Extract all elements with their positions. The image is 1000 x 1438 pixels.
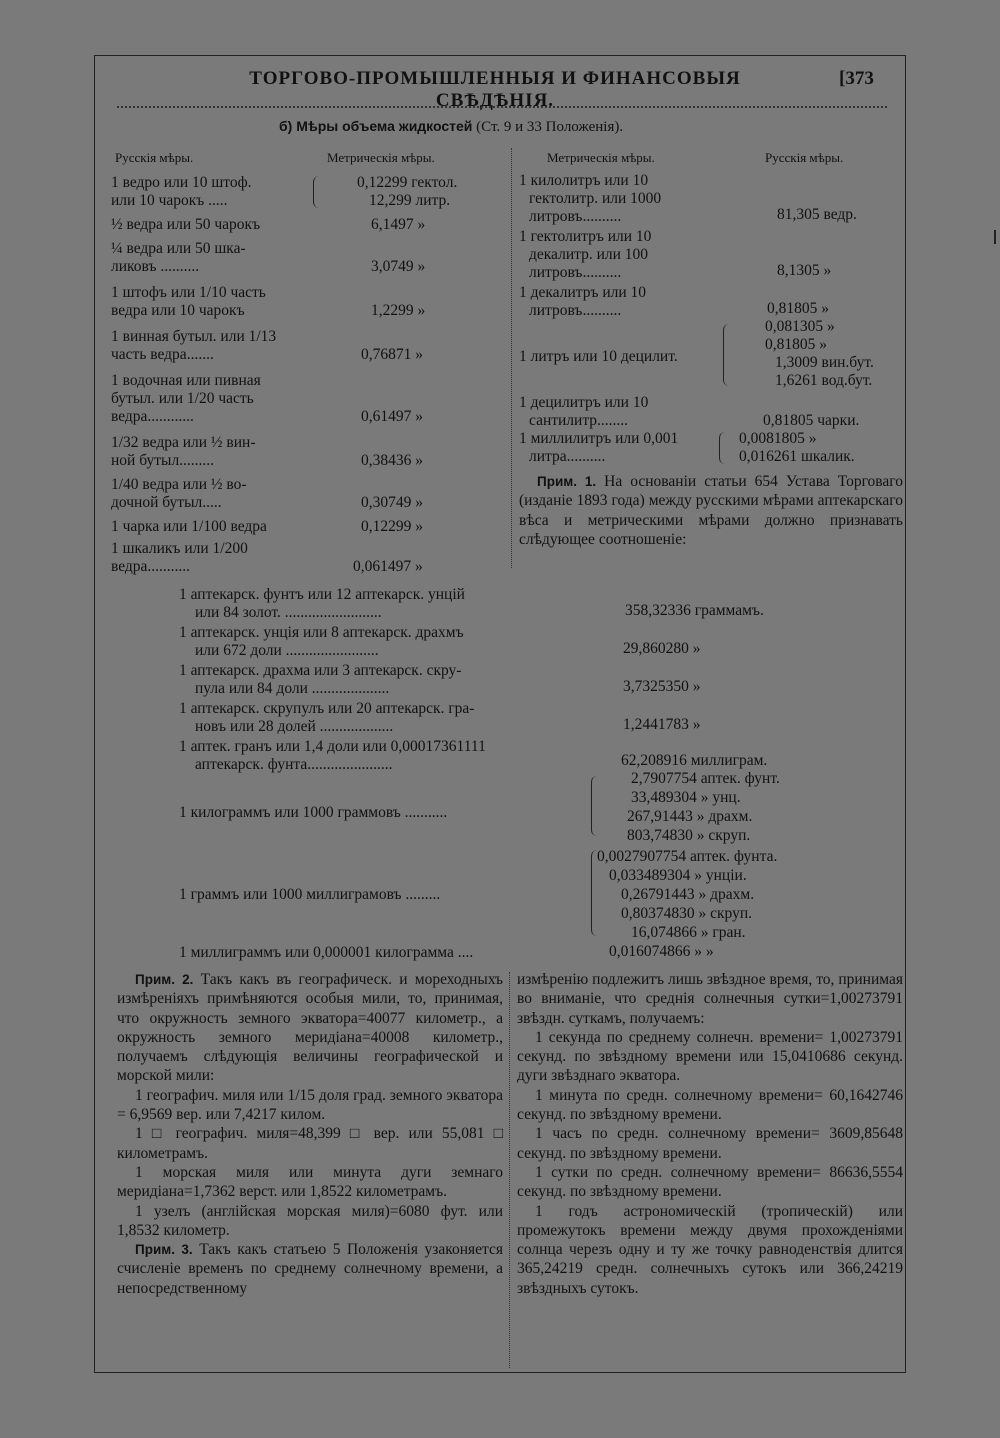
note-2 xyxy=(117,970,503,1298)
apothecary-label: 1 аптек. гранъ или 1,4 доли или 0,00017361111 xyxy=(179,738,486,755)
left-row-label: или 10 чарокъ ..... xyxy=(111,192,228,209)
apothecary-value: 0,26791443 » драхм. xyxy=(621,886,755,903)
right-row-label: декалитр. или 100 xyxy=(529,246,649,263)
right-row-label: 1 килолитръ или 10 xyxy=(519,172,649,189)
left-row-label: ведра или 10 чарокъ xyxy=(111,302,245,319)
apothecary-value: 1,2441783 » xyxy=(623,716,701,733)
right-para: 1 годъ астрономическій (тропическій) или промежутокъ времени между двумя прохожденіями солнца черезъ одну и ту же точку равноденствія длится 365,24219 средн. солнечныхъ сутокъ или 366,24219 звѣздныхъ сутокъ. xyxy=(517,1202,903,1297)
right-col-metric-header: Метрическія мѣры. xyxy=(547,150,655,165)
apothecary-label: аптекарск. фунта...................... xyxy=(195,756,393,773)
left-row-value: 0,30749 » xyxy=(361,494,423,511)
apothecary-label: 1 граммъ или 1000 миллиграмовъ ......... xyxy=(179,886,441,903)
left-row-label: дочной бутыл..... xyxy=(111,494,222,511)
column-separator xyxy=(511,148,512,568)
note-2-para: 1 узелъ (англійская морская миля)=6080 фут. или 1,8532 километр. xyxy=(117,1202,503,1239)
left-row-value: 0,12299 гектол. xyxy=(357,174,458,191)
apothecary-label: или 84 золот. ......................... xyxy=(195,604,382,621)
apothecary-label: 1 миллиграммъ или 0,000001 килограмма .... xyxy=(179,944,474,961)
note-2-label: Прим. 2. xyxy=(135,972,194,987)
right-row-label: литровъ.......... xyxy=(529,264,622,281)
apothecary-value: 267,91443 » драхм. xyxy=(627,808,753,825)
apothecary-label: 1 аптекарск. унція или 8 аптекарск. драхмъ xyxy=(179,624,464,641)
right-row-label: 1 миллилитръ или 0,001 xyxy=(519,430,679,447)
apothecary-label: 1 аптекарск. фунтъ или 12 аптекарск. унцій xyxy=(179,586,465,603)
left-row-label: ½ ведра или 50 чарокъ xyxy=(111,216,261,233)
left-row-value: 0,76871 » xyxy=(361,346,423,363)
note-1 xyxy=(519,472,903,549)
left-row-label: 1 ведро или 10 штоф. xyxy=(111,174,252,191)
right-row-label: 1 децилитръ или 10 xyxy=(519,394,649,411)
apothecary-value: 16,074866 » гран. xyxy=(631,924,746,941)
right-row-label: литровъ.......... xyxy=(529,302,622,319)
apothecary-value: 2,7907754 аптек. фунт. xyxy=(631,770,780,787)
note-2-para: 1 □ географич. миля=48,399 □ вер. или 55,081 □ километрамъ. xyxy=(117,1125,503,1162)
note-2-para: 1 морская миля или минута дуги земнаго меридіана=1,7362 верст. или 1,8522 километрамъ. xyxy=(117,1163,503,1201)
left-row-label: ликовъ .......... xyxy=(111,258,200,275)
left-row-label: ¼ ведра или 50 шка- xyxy=(111,240,246,257)
right-row-label: литровъ.......... xyxy=(529,208,622,225)
right-row-value: 1,6261 вод.бут. xyxy=(775,372,873,389)
right-row-value: 0,81805 » xyxy=(765,336,827,353)
right-row-value: 1,3009 вин.бут. xyxy=(775,354,874,371)
left-row-value: 1,2299 » xyxy=(371,302,426,319)
apothecary-value: 0,0027907754 аптек. фунта. xyxy=(597,848,778,865)
note-2-para: Такъ какъ въ географическ. и мореходныхъ измѣреніяхъ примѣняются особыя мили, то, принимая, что окружность земного экватора=40077 километр., а окружность земного меридіана=40008 километр., получаемъ слѣдующія величины географической и морской мили: xyxy=(117,971,503,1085)
apothecary-value: 62,208916 миллиграм. xyxy=(621,752,768,769)
section-label: б) Мѣры объема жидкостей xyxy=(279,118,473,134)
left-row-value: 0,061497 » xyxy=(353,558,423,575)
left-row-label: ной бутыл......... xyxy=(111,452,215,469)
right-para: 1 часъ по средн. солнечному времени= 3609,85648 секунд. по звѣздному времени. xyxy=(517,1125,903,1162)
right-col-russian-header: Русскія мѣры. xyxy=(765,150,844,165)
column-separator xyxy=(509,972,510,1368)
left-row-value: 6,1497 » xyxy=(371,216,426,233)
brace xyxy=(723,324,730,386)
left-col-metric-header: Метрическія мѣры. xyxy=(327,150,435,165)
left-row-label: 1/40 ведра или ½ во- xyxy=(111,476,247,493)
left-row-label: ведра............ xyxy=(111,408,194,425)
page-number: [373 xyxy=(839,68,874,89)
apothecary-label: новъ или 28 долей ................... xyxy=(195,718,394,735)
apothecary-label: или 672 доли ........................ xyxy=(195,642,379,659)
apothecary-label: 1 аптекарск. драхма или 3 аптекарск. скру- xyxy=(179,662,462,679)
margin-mark xyxy=(994,230,996,244)
left-row-value: 0,12299 » xyxy=(361,518,423,535)
right-row-value: 0,0081805 » xyxy=(739,430,817,447)
apothecary-value: 358,32336 граммамъ. xyxy=(625,602,764,619)
apothecary-value: 0,033489304 » унціи. xyxy=(609,867,747,884)
right-row-value: 0,81805 » xyxy=(767,300,829,317)
left-row-value: 3,0749 » xyxy=(371,258,426,275)
document-page xyxy=(94,55,906,1373)
right-para: 1 сутки по средн. солнечному времени= 86636,5554 секунд. по звѣздному времени. xyxy=(517,1163,903,1201)
right-para: 1 минута по средн. солнечному времени= 60,1642746 секунд. по звѣздному времени. xyxy=(517,1086,903,1124)
apothecary-value: 33,489304 » унц. xyxy=(631,789,741,806)
left-row-label: бутыл. или 1/20 часть xyxy=(111,390,254,407)
apothecary-value: 29,860280 » xyxy=(623,640,701,657)
left-row-label: ведра........... xyxy=(111,558,191,575)
right-row-label: 1 литръ или 10 децилит. xyxy=(519,348,678,365)
left-row-value: 0,38436 » xyxy=(361,452,423,469)
right-row-label: литра.......... xyxy=(529,448,606,465)
right-row-value: 0,081305 » xyxy=(765,318,835,335)
apothecary-label: пула или 84 доли .................... xyxy=(195,680,390,697)
apothecary-label: 1 килограммъ или 1000 граммовъ ........... xyxy=(179,804,448,821)
apothecary-label: 1 аптекарск. скрупулъ или 20 аптекарск. гра- xyxy=(179,700,475,717)
left-col-russian-header: Русскія мѣры. xyxy=(115,150,194,165)
note-1-label: Прим. 1. xyxy=(537,474,597,489)
apothecary-value: 0,016074866 » » xyxy=(609,943,714,960)
left-row-value: 12,299 литр. xyxy=(369,192,451,209)
left-row-value: 0,61497 » xyxy=(361,408,423,425)
header-rule xyxy=(117,98,887,108)
right-row-label: 1 гектолитръ или 10 xyxy=(519,228,652,245)
right-para: 1 секунда по среднему солнечн. времени= 1,00273791 секунд. по звѣздному времени или 15,0410686 секунд. дуги звѣзднаго экватора. xyxy=(517,1028,903,1085)
right-row-label: 1 декалитръ или 10 xyxy=(519,284,647,301)
note-1-text: На основаніи статьи 654 Устава Торговаго (изданіе 1893 года) между русскими мѣрами аптекарскаго вѣса и метрическими мѣрами должно признавать слѣдующее соотношеніе: xyxy=(519,473,904,548)
left-row-label: часть ведра....... xyxy=(111,346,214,363)
apothecary-value: 803,74830 » скруп. xyxy=(627,827,751,844)
note-2-para: 1 географич. миля или 1/15 доля град. земного экватора = 6,9569 вер. или 7,4217 килом. xyxy=(117,1086,503,1124)
sidereal-time-text xyxy=(517,970,903,1298)
left-row-label: 1 шкаликъ или 1/200 xyxy=(111,540,248,557)
apothecary-value: 3,7325350 » xyxy=(623,678,701,695)
right-para: измѣренію подлежитъ лишь звѣздное время, то, принимая во вниманіе, что среднія солнечныя сутки=1,00273791 звѣздн. суткамъ, получаемъ: xyxy=(517,971,903,1027)
left-row-label: 1 штофъ или 1/10 часть xyxy=(111,284,266,301)
left-row-label: 1 водочная или пивная xyxy=(111,372,261,389)
left-row-label: 1 чарка или 1/100 ведра xyxy=(111,518,267,535)
right-row-label: сантилитр........ xyxy=(529,412,629,429)
brace xyxy=(313,176,320,208)
right-row-value: 81,305 ведр. xyxy=(777,206,857,223)
note-3-text: Такъ какъ статьею 5 Положенія узаконяется счисленіе временъ по среднему солнечному времени, а непосредственному xyxy=(117,1241,504,1297)
right-row-value: 0,016261 шкалик. xyxy=(739,448,855,465)
section-title xyxy=(279,118,623,136)
note-3-label: Прим. 3. xyxy=(135,1242,193,1258)
right-row-value: 0,81805 чарки. xyxy=(763,412,860,429)
section-ref: (Ст. 9 и 33 Положенія). xyxy=(476,119,624,135)
right-row-value: 8,1305 » xyxy=(777,262,832,279)
left-row-label: 1 винная бутыл. или 1/13 xyxy=(111,328,277,345)
right-row-label: гектолитр. или 1000 xyxy=(529,190,662,207)
running-header: ТОРГОВО-ПРОМЫШЛЕННЫЯ И ФИНАНСОВЫЯ СВѢДѢНІЯ. xyxy=(249,68,741,111)
left-row-label: 1/32 ведра или ½ вин- xyxy=(111,434,256,451)
brace xyxy=(719,432,726,464)
apothecary-value: 0,80374830 » скруп. xyxy=(621,905,753,922)
brace xyxy=(591,776,598,836)
